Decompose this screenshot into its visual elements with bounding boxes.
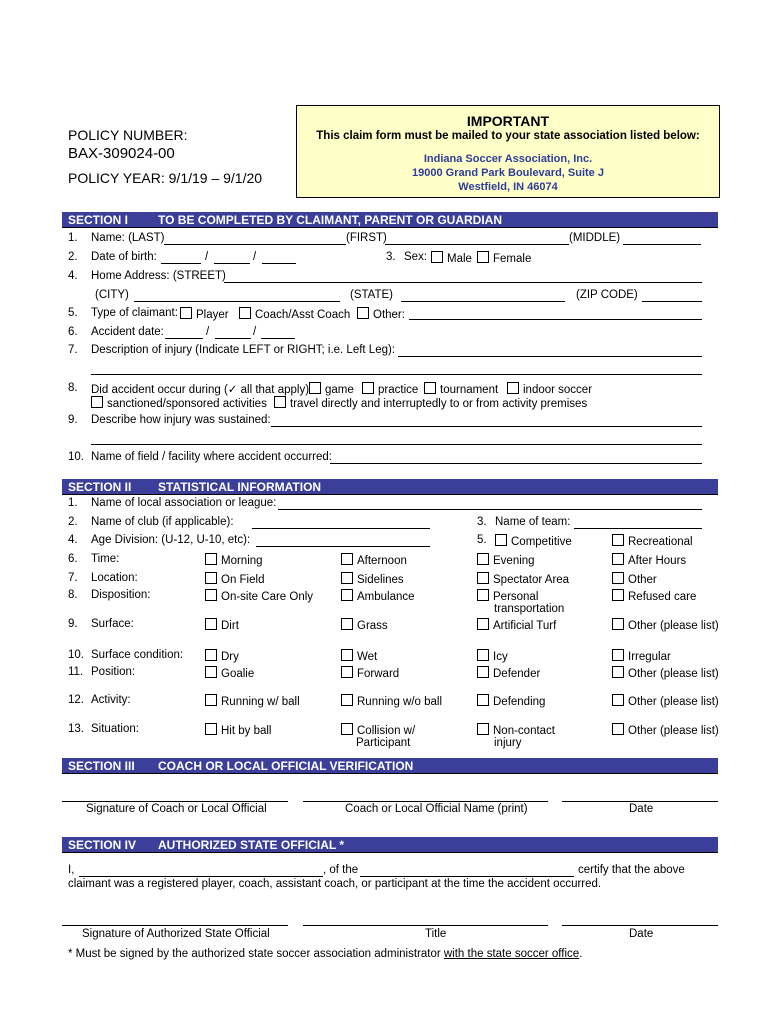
certify-i: I, (68, 864, 75, 876)
how-sustained-label: Describe how injury was sustained: (91, 414, 271, 426)
club-field[interactable] (252, 528, 430, 529)
checkbox[interactable] (612, 649, 624, 661)
checkbox[interactable] (341, 694, 353, 706)
section-3-number: SECTION III (68, 759, 135, 773)
option[interactable]: Goalie (205, 666, 254, 680)
section-4-header (62, 837, 718, 852)
checkbox[interactable] (612, 572, 624, 584)
coach-option[interactable]: Coach/Asst Coach (239, 307, 350, 321)
coach-date-field[interactable] (562, 801, 718, 802)
team-label: Name of team: (495, 516, 571, 528)
item-number: 7. (68, 572, 78, 584)
option[interactable]: Collision w/ (341, 723, 415, 737)
association-name-field[interactable] (360, 876, 574, 877)
age-division-field[interactable] (256, 546, 430, 547)
option[interactable]: After Hours (612, 553, 686, 567)
zip-field[interactable] (642, 301, 702, 302)
option[interactable]: Non-contact (477, 723, 555, 737)
coach-date-label: Date (629, 803, 654, 815)
dob-slash: / (253, 251, 257, 263)
item-number: 9. (68, 414, 78, 426)
checkbox[interactable] (612, 694, 624, 706)
state-label: (STATE) (350, 289, 394, 301)
checkbox[interactable] (341, 618, 353, 630)
section-3-rule (62, 773, 718, 774)
option[interactable]: Irregular (612, 649, 671, 663)
item-number: 8. (68, 382, 78, 394)
checkbox[interactable] (205, 666, 217, 678)
item-number: 10. (68, 649, 84, 661)
practice-option[interactable]: practice (362, 382, 418, 396)
section-3-header (62, 758, 718, 773)
item-number: 6. (68, 326, 78, 338)
option[interactable]: Spectator Area (477, 572, 569, 586)
section-1-title: TO BE COMPLETED BY CLAIMANT, PARENT OR GUARDIAN (158, 213, 503, 227)
checkbox[interactable] (205, 723, 217, 735)
checkbox[interactable] (507, 382, 519, 394)
checkbox[interactable] (205, 694, 217, 706)
section-2-header (62, 479, 718, 494)
sanctioned-option[interactable]: sanctioned/sponsored activities (91, 396, 267, 410)
official-date-label: Date (629, 928, 654, 940)
option[interactable]: Other (612, 572, 657, 586)
option[interactable]: Grass (341, 618, 388, 632)
female-option[interactable]: Female (477, 251, 531, 265)
option[interactable]: Forward (341, 666, 399, 680)
checkbox[interactable] (341, 723, 353, 735)
checkbox[interactable] (341, 589, 353, 601)
item-number: 12. (68, 694, 84, 706)
recreational-option[interactable]: Recreational (612, 534, 693, 548)
association-city: Westfield, IN 46074 (458, 181, 558, 193)
coach-signature-label: Signature of Coach or Local Official (86, 803, 267, 815)
date-slash: / (253, 326, 257, 338)
checkbox[interactable] (477, 694, 489, 706)
dob-day-field[interactable] (214, 263, 250, 264)
certify-text: certify that the above (578, 864, 685, 876)
injury-description-field-2[interactable] (91, 374, 702, 375)
home-address-label: Home Address: (STREET) (91, 270, 226, 282)
footnote: * Must be signed by the authorized state soccer association administrator with the state soccer office. (68, 948, 583, 960)
important-box (296, 105, 720, 198)
name-first-label: (FIRST) (346, 232, 387, 244)
male-option[interactable]: Male (431, 251, 472, 265)
injury-description-label: Description of injury (Indicate LEFT or RIGHT; i.e. Left Leg): (91, 344, 396, 356)
option[interactable]: Hit by ball (205, 723, 272, 737)
how-sustained-field[interactable] (271, 426, 702, 427)
zip-label: (ZIP CODE) (576, 289, 638, 301)
checkbox[interactable] (205, 589, 217, 601)
item-number: 9. (68, 618, 78, 630)
option[interactable]: Artificial Turf (477, 618, 556, 632)
policy-number-label: POLICY NUMBER: (68, 127, 188, 143)
official-date-field[interactable] (562, 925, 718, 926)
sex-label: Sex: (404, 251, 428, 263)
item-number: 4. (68, 270, 78, 282)
section-4-title: AUTHORIZED STATE OFFICIAL * (158, 838, 344, 852)
street-field[interactable] (224, 282, 702, 283)
row-label: Location: (91, 572, 138, 584)
other-option[interactable]: Other: (357, 307, 405, 321)
option[interactable]: Other (please list) (612, 618, 719, 632)
checkbox[interactable] (341, 553, 353, 565)
row-label: Surface condition: (91, 649, 184, 661)
field-facility-label: Name of field / facility where accident occurred: (91, 451, 332, 463)
option[interactable]: Wet (341, 649, 377, 663)
option[interactable]: Personal (477, 589, 538, 603)
checkbox[interactable] (205, 618, 217, 630)
option-continued: injury (494, 737, 522, 749)
item-number: 1. (68, 232, 78, 244)
local-association-field[interactable] (278, 509, 702, 510)
checkbox[interactable] (205, 572, 217, 584)
important-subtitle: This claim form must be mailed to your state association listed below: (316, 130, 700, 142)
checkbox[interactable] (357, 307, 369, 319)
row-label: Position: (91, 666, 136, 678)
option[interactable]: Dry (205, 649, 239, 663)
game-option[interactable]: game (309, 382, 354, 396)
checkbox[interactable] (477, 618, 489, 630)
section-4-number: SECTION IV (68, 838, 137, 852)
travel-option[interactable]: travel directly and interruptedly to or from activity premises (274, 396, 587, 410)
checkbox[interactable] (495, 534, 507, 546)
occur-question: Did accident occur during (✓ all that apply) (91, 384, 310, 396)
checkbox[interactable] (477, 251, 489, 263)
item-number: 5. (68, 307, 78, 319)
item-number: 7. (68, 344, 78, 356)
accident-month-field[interactable] (165, 338, 203, 339)
claimant-type-label: Type of claimant: (91, 307, 178, 319)
club-label: Name of club (if applicable): (91, 516, 234, 528)
official-signature-field[interactable] (62, 925, 288, 926)
item-number: 3. (477, 516, 487, 528)
row-label: Surface: (91, 618, 134, 630)
coach-name-label: Coach or Local Official Name (print) (345, 803, 528, 815)
checkbox[interactable] (341, 649, 353, 661)
checkbox[interactable] (612, 589, 624, 601)
checkbox[interactable] (477, 666, 489, 678)
checkbox[interactable] (612, 618, 624, 630)
local-association-label: Name of local association or league: (91, 497, 277, 509)
important-title: IMPORTANT (466, 113, 550, 129)
association-street: 19000 Grand Park Boulevard, Suite J (412, 167, 604, 179)
item-number: 5. (477, 534, 487, 546)
name-first-field[interactable] (385, 244, 569, 245)
section-2-number: SECTION II (68, 480, 132, 494)
checkbox[interactable] (477, 553, 489, 565)
section-2-title: STATISTICAL INFORMATION (158, 480, 322, 494)
field-facility-field[interactable] (330, 463, 702, 464)
checkbox[interactable] (477, 649, 489, 661)
official-title-label: Title (425, 928, 447, 940)
city-field[interactable] (134, 301, 340, 302)
option[interactable]: Defender (477, 666, 540, 680)
item-number: 13. (68, 723, 84, 735)
item-number: 3. (386, 251, 396, 263)
indoor-option[interactable]: indoor soccer (507, 382, 592, 396)
option[interactable]: Other (please list) (612, 694, 719, 708)
accident-date-label: Accident date: (91, 326, 164, 338)
item-number: 4. (68, 534, 78, 546)
item-number: 1. (68, 497, 78, 509)
name-last-field[interactable] (164, 244, 346, 245)
accident-day-field[interactable] (215, 338, 251, 339)
row-label: Activity: (91, 694, 131, 706)
injury-description-field[interactable] (398, 356, 702, 357)
dob-year-field[interactable] (262, 263, 296, 264)
dob-month-field[interactable] (161, 263, 201, 264)
section-1-header (62, 212, 718, 227)
checkbox[interactable] (205, 649, 217, 661)
option[interactable]: Refused care (612, 589, 696, 603)
option[interactable]: Other (please list) (612, 666, 719, 680)
coach-name-field[interactable] (303, 801, 548, 802)
official-name-field[interactable] (79, 876, 323, 877)
option[interactable]: Afternoon (341, 553, 407, 567)
checkbox[interactable] (612, 723, 624, 735)
certify-text-line-2: claimant was a registered player, coach, assistant coach, or participant at the time the accident occurred. (68, 878, 602, 890)
coach-signature-field[interactable] (62, 801, 288, 802)
option[interactable]: Dirt (205, 618, 239, 632)
option[interactable]: Sidelines (341, 572, 404, 586)
date-slash: / (206, 326, 210, 338)
row-label: Disposition: (91, 589, 151, 601)
accident-year-field[interactable] (261, 338, 295, 339)
checkbox[interactable] (205, 553, 217, 565)
option[interactable]: Evening (477, 553, 535, 567)
option[interactable]: Running w/ ball (205, 694, 300, 708)
association-name: Indiana Soccer Association, Inc. (423, 153, 593, 165)
section-2-rule (62, 494, 718, 495)
option[interactable]: On Field (205, 572, 264, 586)
name-last-label: Name: (LAST) (91, 232, 165, 244)
item-number: 10. (68, 451, 84, 463)
checkbox[interactable] (341, 572, 353, 584)
option[interactable]: Morning (205, 553, 263, 567)
player-option[interactable]: Player (180, 307, 229, 321)
item-number: 2. (68, 251, 78, 263)
policy-year-label: POLICY YEAR: 9/1/19 – 9/1/20 (68, 170, 263, 186)
name-middle-field[interactable] (623, 244, 701, 245)
policy-year: 9/1/19 – 9/1/20 (168, 170, 263, 186)
checkbox[interactable] (180, 307, 192, 319)
checkbox[interactable] (239, 307, 251, 319)
section-3-title: COACH OR LOCAL OFFICIAL VERIFICATION (158, 759, 414, 773)
option[interactable]: Other (please list) (612, 723, 719, 737)
age-division-label: Age Division: (U-12, U-10, etc): (91, 534, 251, 546)
checkbox[interactable] (477, 572, 489, 584)
option[interactable]: On-site Care Only (205, 589, 313, 603)
checkbox[interactable] (91, 396, 103, 408)
checkbox[interactable] (612, 666, 624, 678)
item-number: 6. (68, 553, 78, 565)
section-4-rule (62, 852, 718, 853)
row-label: Time: (91, 553, 120, 565)
other-field[interactable] (409, 319, 702, 320)
option-continued: transportation (494, 603, 565, 615)
official-title-field[interactable] (303, 925, 548, 926)
how-sustained-field-2[interactable] (91, 444, 702, 445)
competitive-option[interactable]: Competitive (495, 534, 572, 548)
dob-label: Date of birth: (91, 251, 157, 263)
checkbox[interactable] (424, 382, 436, 394)
option[interactable]: Ambulance (341, 589, 415, 603)
checkbox[interactable] (612, 534, 624, 546)
section-1-rule (62, 227, 718, 228)
checkbox[interactable] (341, 666, 353, 678)
checkbox[interactable] (309, 382, 321, 394)
checkbox[interactable] (477, 589, 489, 601)
certify-of-the: , of the (323, 864, 359, 876)
option[interactable]: Running w/o ball (341, 694, 442, 708)
checkbox[interactable] (274, 396, 286, 408)
option[interactable]: Defending (477, 694, 545, 708)
checkbox[interactable] (362, 382, 374, 394)
team-field[interactable] (574, 528, 702, 529)
section-1-number: SECTION I (68, 213, 129, 227)
policy-number: BAX-309024-00 (68, 145, 175, 162)
checkbox[interactable] (477, 723, 489, 735)
option[interactable]: Icy (477, 649, 508, 663)
item-number: 11. (68, 666, 84, 678)
option-continued: Participant (356, 737, 411, 749)
name-middle-label: (MIDDLE) (569, 232, 621, 244)
checkbox[interactable] (612, 553, 624, 565)
state-field[interactable] (401, 301, 565, 302)
dob-slash: / (205, 251, 209, 263)
checkbox[interactable] (431, 251, 443, 263)
footnote-underlined: with the state soccer office (443, 948, 580, 960)
row-label: Situation: (91, 723, 139, 735)
city-label: (CITY) (95, 289, 129, 301)
item-number: 8. (68, 589, 78, 601)
official-signature-label: Signature of Authorized State Official (82, 928, 270, 940)
tournament-option[interactable]: tournament (424, 382, 498, 396)
item-number: 2. (68, 516, 78, 528)
